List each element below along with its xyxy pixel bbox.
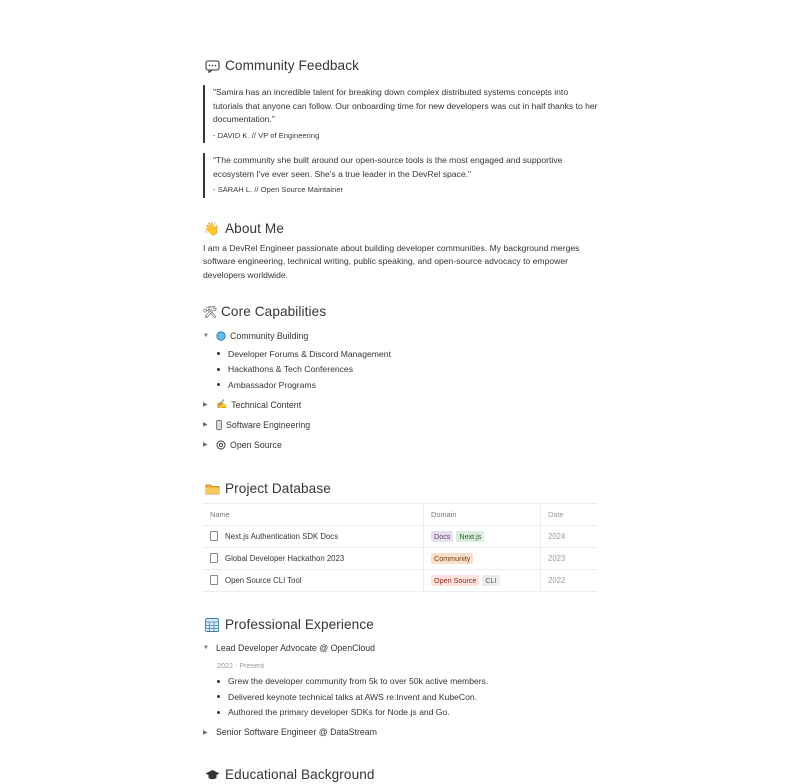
quote-1 [203,85,598,143]
list-item [203,362,598,378]
caret-down-icon[interactable]: ▼ [203,333,209,339]
row-name[interactable]: Next.js Authentication SDK Docs [225,531,339,541]
toggle-label: Open Source [230,439,282,450]
calendar-grid-icon [203,618,221,632]
toggle-lead-developer-advocate[interactable] [203,638,598,658]
list-item [203,346,598,362]
tools-icon: 🛠 [202,305,218,319]
list-item [203,705,598,721]
toggle-label: Technical Content [231,399,302,410]
experience-list [203,638,598,743]
experience-title: Professional Experience [225,616,374,632]
capabilities-title: Core Capabilities [221,304,327,319]
caret-right-icon[interactable]: ▶ [203,422,208,428]
caret-right-icon[interactable]: ▶ [203,402,208,408]
education-heading [203,766,598,784]
about-title: About Me [225,220,284,236]
row-date: 2024 [541,525,598,547]
toggle-software-engineering[interactable] [203,415,598,435]
quote-2 [203,153,598,198]
bullet-icon [217,711,220,714]
phone-icon [216,420,222,430]
toggle-label: Senior Software Engineer @ DataStream [216,727,377,737]
feedback-heading [203,57,598,75]
page-icon [210,553,218,563]
tag: Community [431,553,473,564]
column-header-date[interactable]: Date [541,503,598,525]
toggle-open-source[interactable] [203,435,598,455]
list-item [203,377,598,393]
toggle-senior-software-engineer[interactable] [203,722,598,742]
bullet-icon [217,680,220,683]
project-table [203,503,597,592]
list-item-text: Hackathons & Tech Conferences [228,364,353,375]
row-date: 2022 [541,569,598,591]
list-item-text: Authored the primary developer SDKs for Node.js and Go. [228,707,450,718]
bullet-icon [217,383,220,386]
toggle-label: Software Engineering [226,419,311,430]
capabilities-list [203,326,598,455]
writing-hand-icon: ✍️ [216,399,228,409]
page-icon [210,575,218,585]
row-name[interactable]: Open Source CLI Tool [225,575,302,585]
about-text: I am a DevRel Engineer passionate about building developer communities. My background merges software engineering, technical writing, public speaking, and open-source advocacy to empower developers worldwide. [203,242,580,280]
list-item-text: Developer Forums & Discord Management [228,348,391,359]
tag: Open Source [431,575,479,586]
row-date: 2023 [541,547,598,569]
column-header-domain[interactable]: Domain [424,503,541,525]
bullet-icon [217,368,220,371]
quote-text: "The community she built around our open-source tools is the most engaged and supportive ecosystem I've ever seen. She's a true leader in the DevRel space." [213,155,563,179]
toggle-label: Lead Developer Advocate @ OpenCloud [216,642,376,653]
list-item [203,674,598,690]
tag: Next.js [456,531,484,542]
experience-heading [203,616,598,634]
feedback-title: Community Feedback [225,58,360,73]
tag: Docs [431,531,453,542]
about-heading [203,220,598,238]
toggle-label: Community Building [230,331,309,341]
waving-hand-icon: 👋 [203,220,221,236]
projects-title: Project Database [225,480,331,496]
speech-bubble-icon [203,60,221,73]
quote-text: "Samira has an incredible talent for breaking down complex distributed systems concepts into tutorials that anyone can follow. Our onboarding time for new developers was cut in half thanks to her documentation." [213,87,598,124]
caret-right-icon[interactable]: ▶ [203,442,208,448]
table-row[interactable] [203,525,597,547]
projects-heading [203,480,598,498]
list-item-text: Grew the developer community from 5k to over 50k active members. [228,676,489,687]
globe-icon [216,331,226,341]
toggle-technical-content[interactable] [203,395,598,415]
graduation-cap-icon [203,769,221,781]
table-header-row [203,503,597,525]
quote-author: - SARAH L. // Open Source Maintainer [213,185,344,194]
job-period: 2022 · Present [217,660,265,670]
quote-author: - DAVID K. // VP of Engineering [213,130,320,140]
table-row[interactable] [203,547,597,569]
bullet-icon [217,695,220,698]
page-icon [210,531,218,541]
education-title: Educational Background [225,767,375,782]
capabilities-heading [203,303,598,321]
page-content [203,52,598,784]
folder-icon [203,483,221,495]
column-header-name[interactable]: Name [203,503,424,525]
caret-right-icon[interactable]: ▶ [203,729,208,736]
row-name[interactable]: Global Developer Hackathon 2023 [225,553,345,563]
list-item-text: Ambassador Programs [228,379,316,390]
gear-icon [216,440,226,450]
toggle-community-building[interactable] [203,326,598,346]
list-item [203,689,598,705]
caret-down-icon[interactable]: ▼ [203,644,209,651]
tag: CLI [482,575,499,586]
list-item-text: Delivered keynote technical talks at AWS re:Invent and KubeCon. [228,691,478,702]
table-row[interactable] [203,569,597,591]
bullet-icon [217,352,220,355]
